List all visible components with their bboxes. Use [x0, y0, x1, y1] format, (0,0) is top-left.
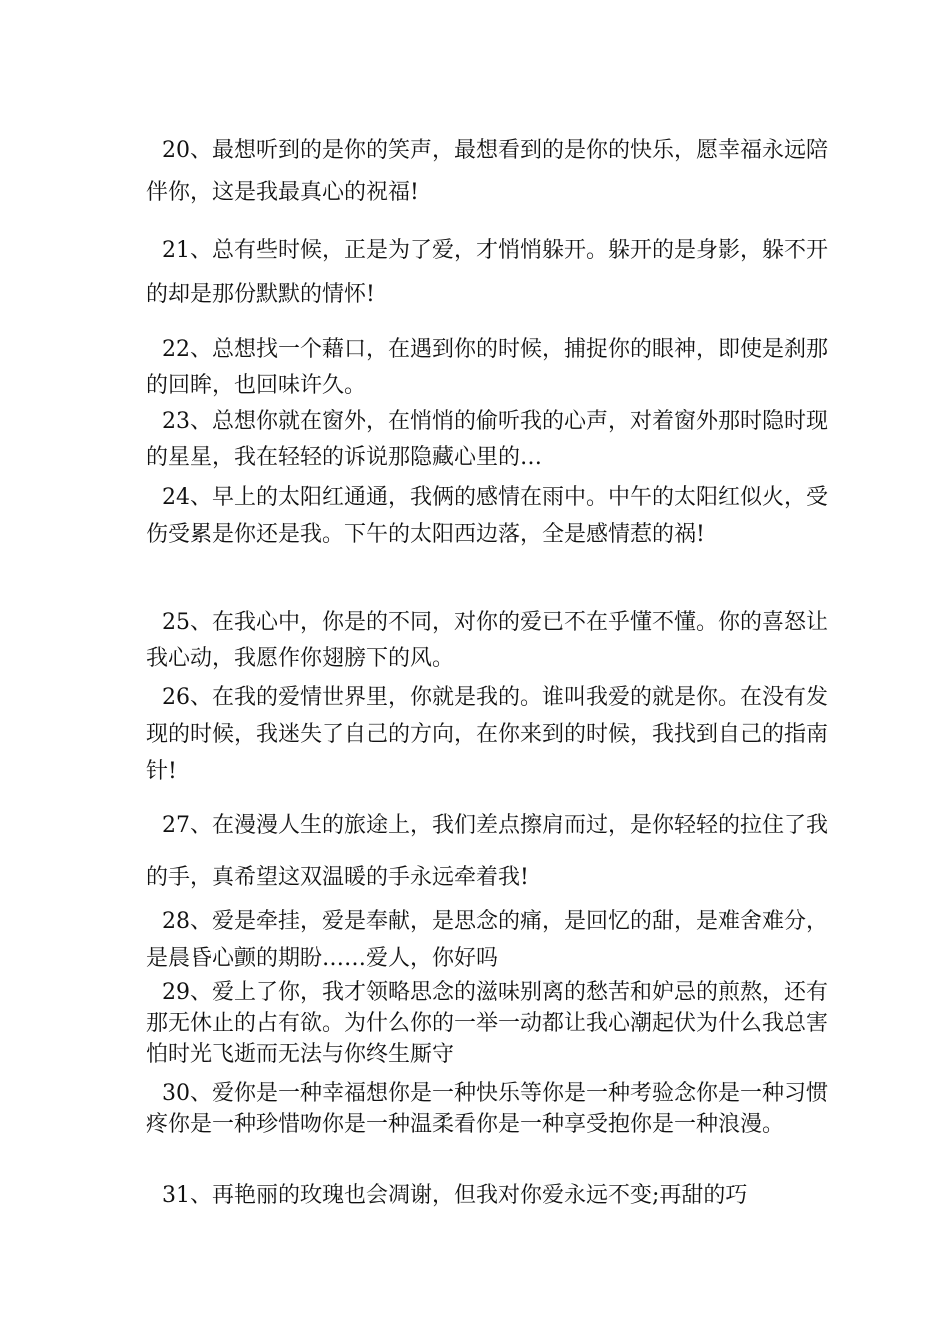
paragraph-28: 28、爱是牵挂，爱是奉献，是思念的痛，是回忆的甜，是难舍难分，是晨昏心颤的期盼……爱人，你好吗 — [146, 909, 828, 971]
paragraph-20: 20、最想听到的是你的笑声，最想看到的是你的快乐，愿幸福永远陪伴你，这是我最真心的祝福! — [146, 138, 828, 205]
paragraph-30: 30、爱你是一种幸福想你是一种快乐等你是一种考验念你是一种习惯疼你是一种珍惜吻你是一种温柔看你是一种享受抱你是一种浪漫。 — [146, 1081, 828, 1137]
paragraph-29: 29、爱上了你，我才领略思念的滋味别离的愁苦和妒忌的煎熬，还有那无休止的占有欲。为什么你的一举一动都让我心潮起伏为什么我总害怕时光飞逝而无法与你终生厮守 — [146, 980, 829, 1067]
paragraph-25: 25、在我心中，你是的不同，对你的爱已不在乎懂不懂。你的喜怒让我心动，我愿作你翅膀下的风。 — [146, 610, 828, 671]
paragraph-21: 21、总有些时候，正是为了爱，才悄悄躲开。躲开的是身影，躲不开的却是那份默默的情怀! — [146, 238, 828, 307]
paragraph-23: 23、总想你就在窗外，在悄悄的偷听我的心声，对着窗外那时隐时现的星星，我在轻轻的诉说那隐藏心里的… — [146, 409, 828, 470]
paragraph-24: 24、早上的太阳红通通，我俩的感情在雨中。中午的太阳红似火，受伤受累是你还是我。下午的太阳西边落，全是感情惹的祸! — [146, 485, 828, 547]
paragraph-26: 26、在我的爱情世界里，你就是我的。谁叫我爱的就是你。在没有发现的时候，我迷失了自己的方向，在你来到的时候，我找到自己的指南针! — [146, 685, 829, 784]
paragraph-27: 27、在漫漫人生的旅途上，我们差点擦肩而过，是你轻轻的拉住了我的手，真希望这双温暖的手永远牵着我! — [146, 813, 828, 890]
paragraph-22: 22、总想找一个藉口，在遇到你的时候，捕捉你的眼神，即使是刹那的回眸，也回味许久。 — [146, 337, 828, 398]
paragraph-31: 31、再艳丽的玫瑰也会凋谢，但我对你爱永远不变;再甜的巧 — [162, 1183, 748, 1208]
